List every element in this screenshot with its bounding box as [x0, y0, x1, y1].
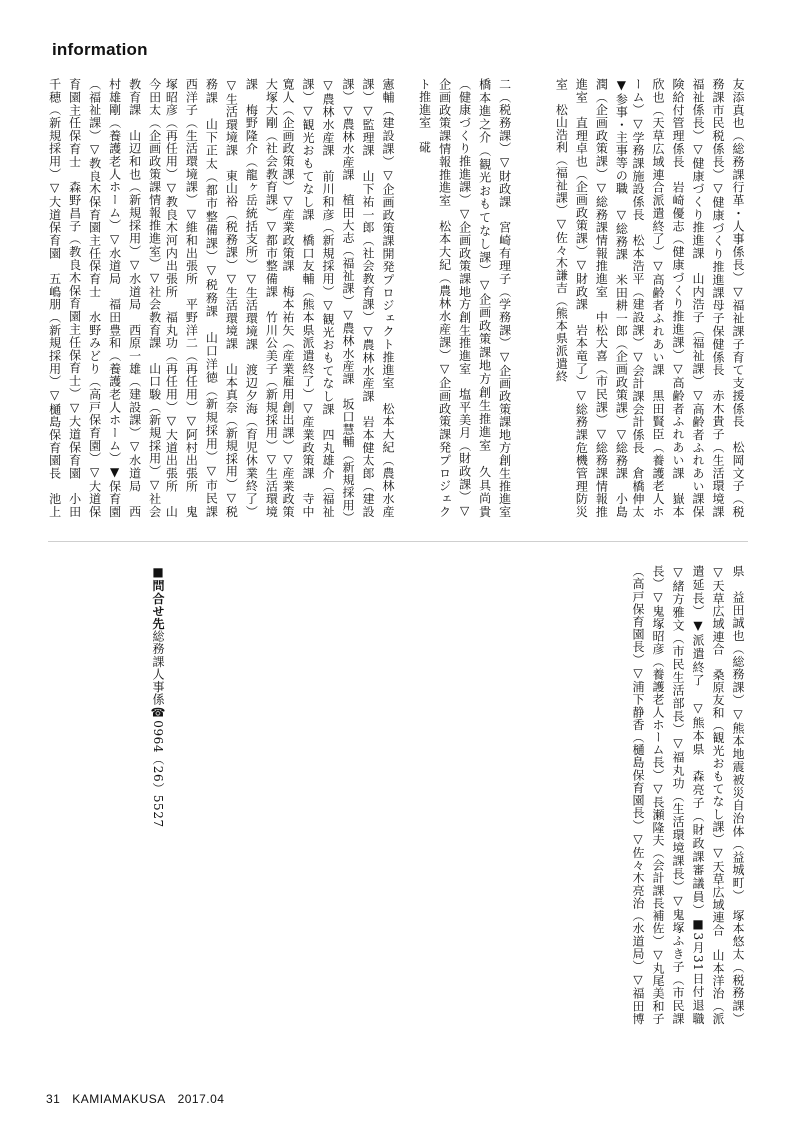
article-body-upper: [48, 78, 748, 518]
contact-dept: 総務課人事係: [151, 630, 165, 706]
text-column: 友添真也（総務課行革・人事係長）▽福祉課子育て支援係長 松岡文子（税務課市民税係長）▽健康づくり推進課母子保健係長 赤木貴子（生活環境課福祉係長）▽健康づくり推進課 山内浩子（福祉課）▽高齢者ふれあい課保険給付管理係長 岩崎優志（健康づくり推進課）▽高齢者ふれあい課 嶽本欣也（天草広域連合派遣終了）▽高齢者ふれあい課 黒田賢臣（養護老人ホーム）▽学務課施設係長 松本浩平（建設課）▽会計課会計係長 倉橋伸太: [631, 78, 745, 518]
page-number: 31: [46, 1092, 61, 1106]
magazine-name: KAMIAMAKUSA: [72, 1092, 166, 1106]
text-column: 今田太（企画政策課情報推進室）▽社会教育課 山口駿（新規採用）▽社会教育課 山辺和也（新規採用）▽水道局 西原一雄（建設課）▽水道局 西村雄剛（養護老人ホーム）▽水道局 福田豊和（養護老人ホーム）▼保育園（福祉課）▽教良木保育園主任保育士 水野みどり（高戸保育園）▽大道保育園主任保育士 森野昌子（教良木保育園主任保育士）▽大道保育園 小田千穂（新規採用）▽大道保育園 五嶋朋（新規採用）▽樋島保育園長 池上: [47, 78, 162, 518]
text-column: 県 益田誠也（総務課）▽熊本地震被災自治体（益城町） 塚本悠太（税務課）▽天草広域連合 桑原友和（観光おもてなし課）▽天草広域連合 山本洋治（派遣延長）▼派遣終了 ▽熊本県 森亮子（財政課審議員）■3月31日付退職 ▽緒方雅文（市民生活部長）▽福丸功（生活環境課長）▽鬼塚ふき子（市民課長）▽鬼塚昭彦（養護老人ホーム長）▽長瀬隆夫（会計課長補佐）▽丸尾美和子（高戸保育園長）▽浦下静香（樋島保育園長）▽佐々木亮治（水道局）▽福田博: [631, 565, 745, 1025]
text-column: 大塚大剛（社会教育課）▽都市整備課 竹川公美子（新規採用）▽生活環境課 梅野隆介（龍ヶ岳統括支所）▽生活環境課 渡辺夕海（育児休業終了）▽生活環境課 東山裕（税務課）▽生活環境課 山本真奈（新規採用）▽税務課 山下正太（都市整備課）▽税務課 山口洋徳（新規採用）▽市民課 西洋子（生活環境課）▽維和出張所 平野洋二（再任用）▽阿村出張所 鬼塚昭彦（再任用）▽教良木河内出張所 福丸功（再任用）▽大道出張所 山: [164, 78, 279, 518]
section-header: information: [52, 40, 148, 59]
issue-date: 2017.04: [177, 1092, 225, 1106]
article-body-lower: [48, 565, 748, 1025]
contact-heading: ■問合せ先: [151, 565, 165, 630]
text-column: ▼参事・主事等の職 ▽総務課 米田耕一郎（企画政策課）▽総務課 小島潤（企画政策課）▽総務課情報推進室 中松大喜（市民課）▽総務課情報推進室 直理卓也（企画政策課）▽財政課 岩本竜了）▽総務課危機管理防災室 松山浩利（福祉課）▽佐々木謙吉（熊本県派遣終: [554, 78, 629, 518]
contact-phone: ☎0964（26）5527: [151, 705, 165, 828]
page-footer: [46, 1092, 232, 1106]
text-column: 二（税務課）▽財政課 宮崎有理子（学務課）▽企画政策課地方創生推進室 橋本進之介（観光おもてなし課）▽企画政策課地方創生推進室 久具尚貴（健康づくり推進課）▽企画政策課地方創生推進室 塩平美月（財政課）▽企画政策課情報推進室 松本大紀（農林水産課）▽企画政策課発プロジェクト推進室 硴: [417, 78, 512, 518]
contact-column: [48, 565, 168, 1025]
tier-divider: [48, 541, 748, 542]
text-column: 憲輔（建設課）▽企画政策課開発プロジェクト推進室 松本大紀（農林水産課）▽監理課 山下祐一郎（社会教育課）▽農林水産課 岩本健太郎（建設課）▽農林水産課 植田大志（福祉課）▽農林水産課 坂口慧輔（新規採用）▽農林水産課 前川和彦（新規採用）▽観光おもてなし課 四丸雄介（福祉課）▽観光おもてなし課 橋口友輔（熊本県派遣終了）▽産業政策課 寺中寛人（企画政策課）▽産業政策課 梅本祐矢（産業雇用創出課）▽産業政策: [281, 78, 395, 518]
